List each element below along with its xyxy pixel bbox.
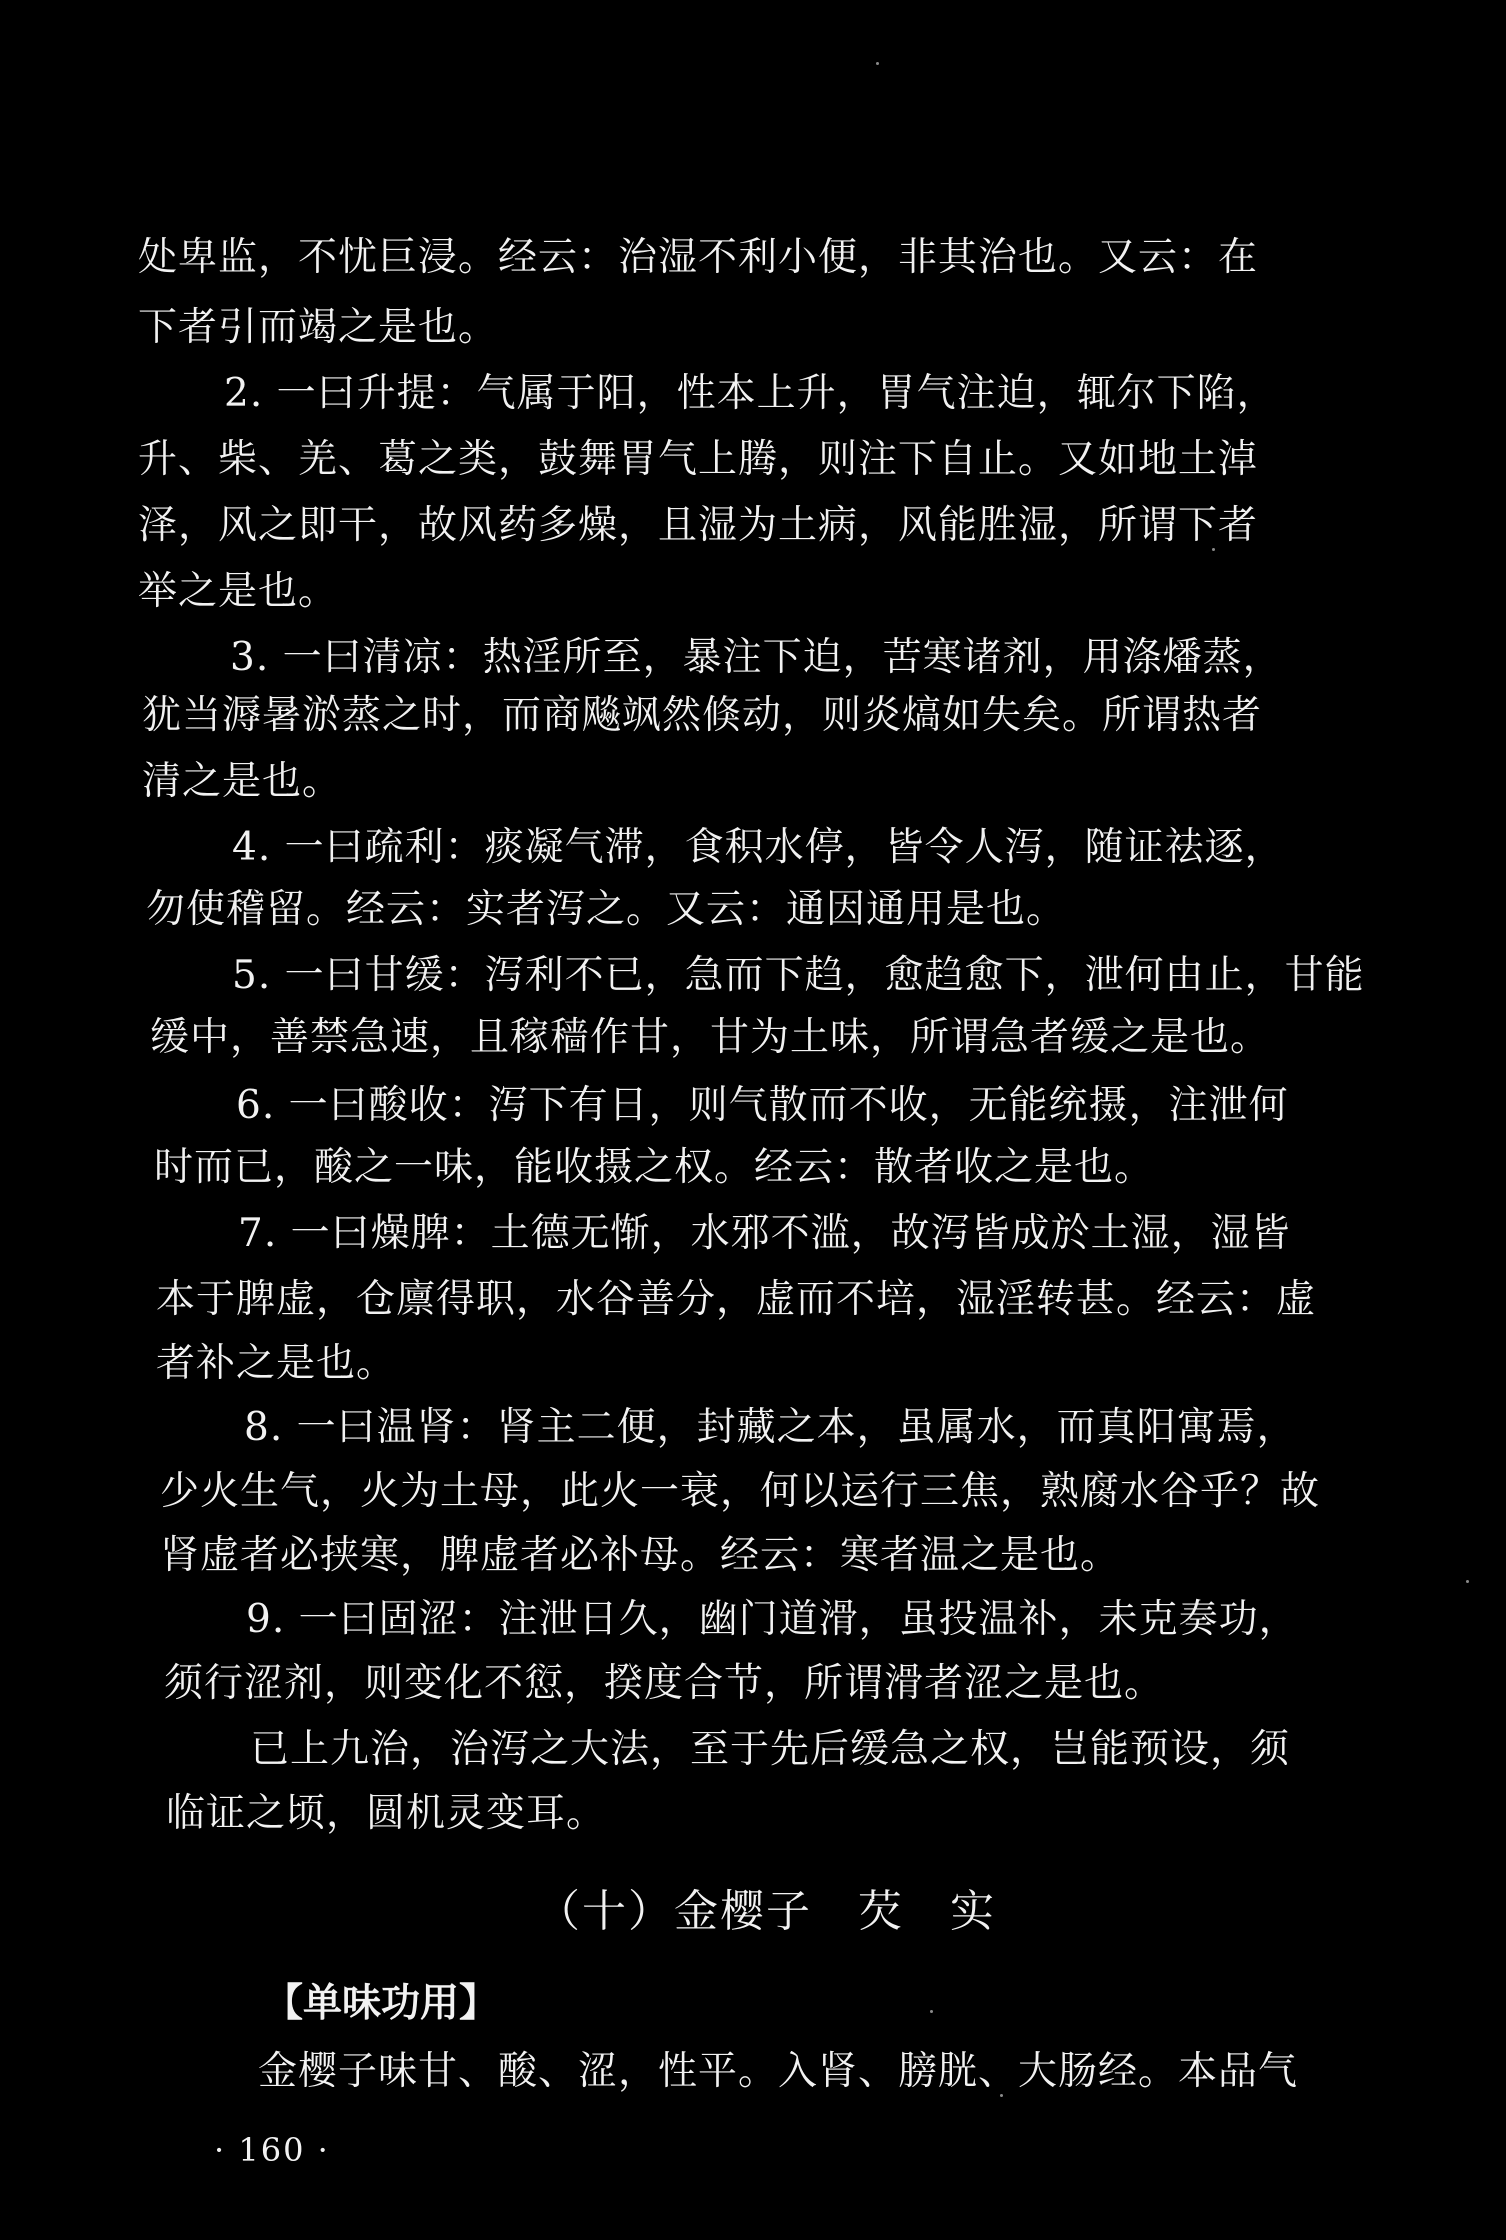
body-line: 须行涩剂，则变化不愆，揆度合节，所谓滑者涩之是也。 bbox=[164, 1661, 1165, 1706]
body-line: 已上九治，治泻之大法，至于先后缓急之权，岂能预设，须 bbox=[250, 1727, 1291, 1772]
body-line: 9. 一曰固涩：注泄日久，幽门道滑，虽投温补，未克奏功， bbox=[246, 1597, 1299, 1642]
body-line: 处卑监，不忧巨浸。经云：治湿不利小便，非其治也。又云：在 bbox=[138, 235, 1259, 280]
body-line: 泽，风之即干，故风药多燥，且湿为土病，风能胜湿，所谓下者 bbox=[138, 503, 1259, 548]
scan-speck bbox=[1466, 1580, 1469, 1583]
body-line: 6. 一曰酸收：泻下有日，则气散而不收，无能统摄，注泄何 bbox=[236, 1083, 1289, 1128]
body-line: 8. 一曰温肾：肾主二便，封藏之本，虽属水，而真阳寓焉， bbox=[244, 1405, 1297, 1450]
body-line: 7. 一曰燥脾：土德无惭，水邪不滥，故泻皆成於土湿，湿皆 bbox=[238, 1211, 1291, 1256]
body-line: 举之是也。 bbox=[138, 569, 339, 614]
body-line: 金樱子味甘、酸、涩，性平。入肾、膀胱、大肠经。本品气 bbox=[258, 2049, 1299, 2094]
body-line: 本于脾虚，仓廪得职，水谷善分，虚而不培，湿淫转甚。经云：虚 bbox=[156, 1277, 1317, 1322]
page-number: · 160 · bbox=[214, 2131, 330, 2169]
body-line: 缓中，善禁急速，且稼穑作甘，甘为土味，所谓急者缓之是也。 bbox=[150, 1015, 1271, 1060]
body-line: 升、柴、羌、葛之类，鼓舞胃气上腾，则注下自止。又如地土淖 bbox=[138, 437, 1259, 482]
body-line: 临证之顷，圆机灵变耳。 bbox=[166, 1791, 607, 1836]
body-line: 4. 一曰疏利：痰凝气滞，食积水停，皆令人泻，随证祛逐， bbox=[232, 825, 1285, 870]
body-line: 3. 一曰清凉：热淫所至，暴注下迫，苦寒诸剂，用涤燔蒸， bbox=[230, 635, 1283, 680]
body-line: 下者引而竭之是也。 bbox=[138, 305, 499, 350]
body-line: 清之是也。 bbox=[142, 759, 343, 804]
scan-speck bbox=[876, 62, 879, 65]
body-line: 肾虚者必挟寒，脾虚者必补母。经云：寒者温之是也。 bbox=[160, 1533, 1121, 1578]
subsection-heading: 【单味功用】 bbox=[264, 1980, 499, 2026]
body-line: 2. 一曰升提：气属于阳，性本上升，胃气注迫，辄尔下陷， bbox=[224, 371, 1277, 416]
scan-speck bbox=[1212, 548, 1215, 551]
body-line: 少火生气，火为土母，此火一衰，何以运行三焦，熟腐水谷乎？故 bbox=[160, 1469, 1321, 1514]
body-line: 者补之是也。 bbox=[156, 1341, 397, 1386]
section-heading: （十）金樱子 芡 实 bbox=[536, 1886, 996, 1937]
body-line: 犹当溽暑淤蒸之时，而商飚飒然倏动，则炎熇如失矣。所谓热者 bbox=[142, 693, 1263, 738]
body-line: 时而已，酸之一味，能收摄之权。经云：散者收之是也。 bbox=[154, 1145, 1155, 1190]
body-line: 5. 一曰甘缓：泻利不已，急而下趋，愈趋愈下，泄何由止，甘能 bbox=[232, 953, 1365, 998]
scan-speck bbox=[930, 2010, 933, 2013]
body-line: 勿使稽留。经云：实者泻之。又云：通因通用是也。 bbox=[146, 887, 1067, 932]
scan-speck bbox=[1000, 2094, 1003, 2097]
